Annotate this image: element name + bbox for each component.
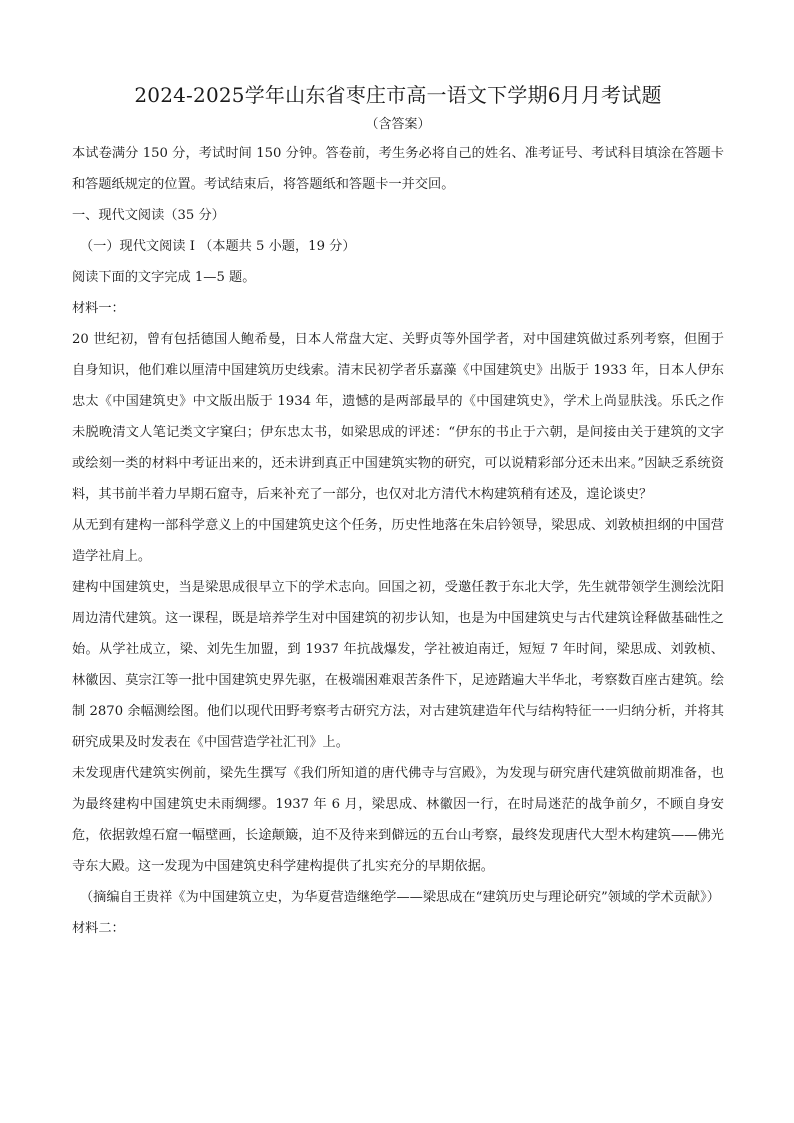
material-label: 材料二： xyxy=(72,921,125,936)
body-paragraph: 建构中国建筑史，当是梁思成很早立下的学术志向。回国之初，受邀任教于东北大学，先生就带领学生测绘沈阳周边清代建筑。这一课程，既是培养学生对中国建筑的初步认知，也是为中国建筑史与古代建筑诠释做基础性之始。从学社成立，梁、刘先生加盟，到 1937 年抗战爆发，学社被迫南迁，短短 7 年时间，梁思成、刘敦桢、林徽因、莫宗江等一批中国建筑史界先驱，在极端困难艰苦条件下，足迹踏遍大半华北，考察数百座古建筑。绘制 2870 余幅测绘图。他们以现代田野考察考古研究方法，对古建筑建造年代与结构特征一一归纳分析，并将其研究成果及时发表在《中国营造学社汇刊》上。 xyxy=(72,580,724,750)
material-label: 材料一： xyxy=(72,301,125,316)
document-page xyxy=(72,80,724,944)
source-citation: （摘编自王贵祥《为中国建筑立史，为华夏营造继绝学——梁思成在“建筑历史与理论研究”领域的学术贡献》） xyxy=(80,890,720,905)
page-subtitle: （含答案） xyxy=(365,117,431,132)
subsection-heading: （一）现代文阅读 I （本题共 5 小题，19 分） xyxy=(80,239,356,254)
body-paragraph: 20 世纪初，曾有包括德国人鲍希曼，日本人常盘大定、关野贞等外国学者，对中国建筑做过系列考察，但囿于自身知识，他们难以厘清中国建筑历史线索。清末民初学者乐嘉藻《中国建筑史》出版于 1933 年，日本人伊东忠太《中国建筑史》中文版出版于 1934 年，遗憾的是两部最早的《中国建筑史》，学术上尚显肤浅。乐氏之作未脱晚清文人笔记类文字窠臼；伊东忠太书，如梁思成的评述：“伊东的书止于六朝，是间接由关于建筑的文字或绘刻一类的材料中考证出来的，还未讲到真正中国建筑实物的研究，可以说精彩部分还未出来。”因缺乏系统资料，其书前半着力早期石窟寺，后来补充了一部分，也仅对北方清代木构建筑稍有述及，遑论谈史？ xyxy=(72,332,724,502)
section-heading: 一、现代文阅读（35 分） xyxy=(72,208,225,223)
exam-instructions: 本试卷满分 150 分，考试时间 150 分钟。答卷前，考生务必将自己的姓名、准考证号、考试科目填涂在答题卡和答题纸规定的位置。考试结束后，将答题纸和答题卡一并交回。 xyxy=(72,146,724,192)
body-paragraph: 从无到有建构一部科学意义上的中国建筑史这个任务，历史性地落在朱启钤领导，梁思成、刘敦桢担纲的中国营造学社肩上。 xyxy=(72,518,724,564)
page-title: 2024-2025学年山东省枣庄市高一语文下学期6月月考试题 xyxy=(134,83,662,107)
reading-instruction: 阅读下面的文字完成 1—5 题。 xyxy=(72,270,256,285)
body-paragraph: 未发现唐代建筑实例前，梁先生撰写《我们所知道的唐代佛寺与宫殿》，为发现与研究唐代建筑做前期准备，也为最终建构中国建筑史未雨绸缪。1937 年 6 月，梁思成、林徽因一行，在时局迷茫的战争前夕，不顾自身安危，依据敦煌石窟一幅壁画，长途颠簸，迫不及待来到僻远的五台山考察，最终发现唐代大型木构建筑——佛光寺东大殿。这一发现为中国建筑史科学建构提供了扎实充分的早期依据。 xyxy=(72,766,724,874)
